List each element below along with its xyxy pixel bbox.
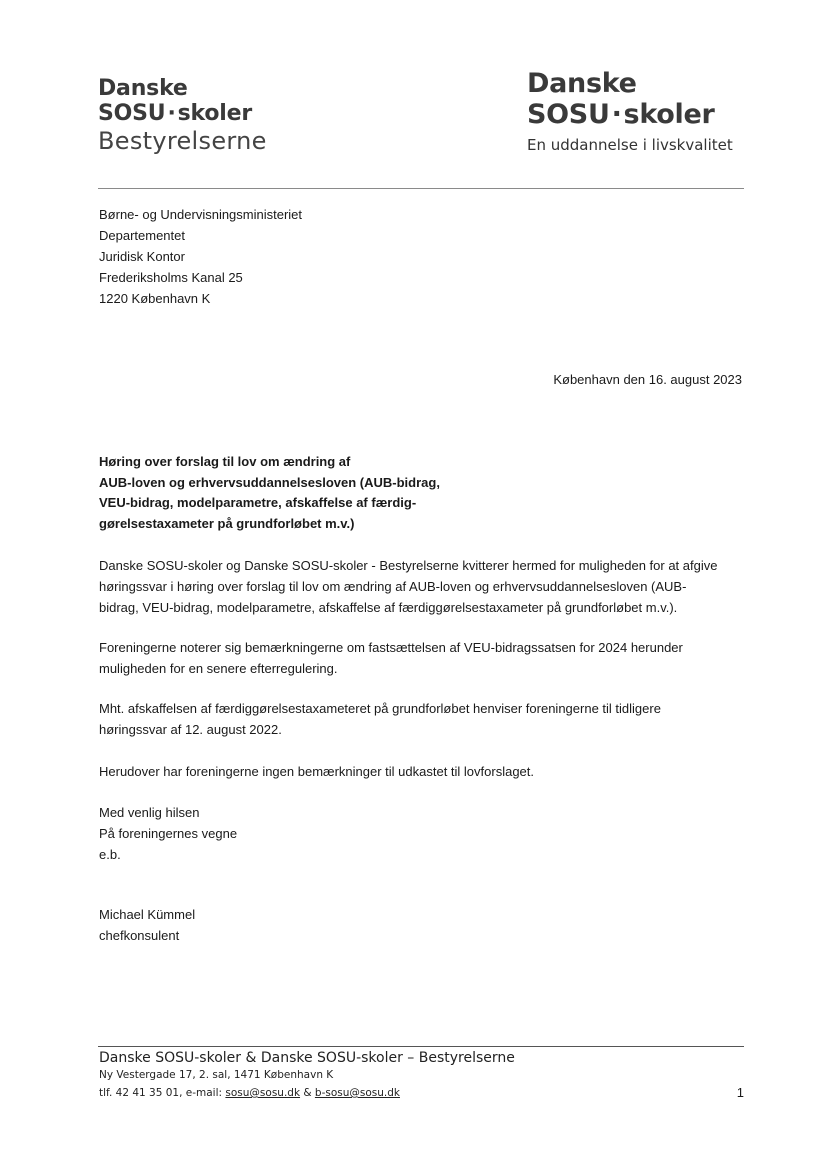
paragraph-line: høringssvar af 12. august 2022. xyxy=(99,722,282,737)
logo-danske-sosu-skoler-bestyrelserne xyxy=(98,76,267,156)
recipient-line: Departementet xyxy=(99,228,185,243)
logo-left-sosu: SOSU xyxy=(98,101,166,126)
letter-date: København den 16. august 2023 xyxy=(553,372,742,387)
paragraph-line: høringssvar i høring over forslag til lov om ændring af AUB-loven og erhvervsuddannelsesloven (AUB- xyxy=(99,579,687,594)
logo-right-skoler: skoler xyxy=(623,99,715,130)
logo-left-line1: Danske xyxy=(98,76,188,101)
signer xyxy=(99,904,195,946)
page-number: 1 xyxy=(736,1085,744,1100)
closing-line: e.b. xyxy=(99,847,121,862)
footer-contact xyxy=(99,1085,400,1101)
closing-line: Med venlig hilsen xyxy=(99,805,200,820)
subject-line: Høring over forslag til lov om ændring af xyxy=(99,454,351,469)
subject-line: AUB-loven og erhvervsuddannelsesloven (AUB-bidrag, xyxy=(99,474,440,490)
logo-right-line1: Danske xyxy=(527,68,637,99)
subject-line: gørelsestaxameter på grundforløbet m.v.) xyxy=(99,515,355,531)
body-paragraph-3 xyxy=(99,698,729,740)
footer-divider xyxy=(98,1046,744,1047)
logo-left-skoler: skoler xyxy=(177,101,253,126)
logo-right-sosu: SOSU xyxy=(527,99,610,130)
closing xyxy=(99,802,237,865)
logo-right-tagline: En uddannelse i livskvalitet xyxy=(527,136,733,154)
recipient-address xyxy=(99,204,302,309)
logo-left-line2 xyxy=(98,101,267,126)
footer-separator: & xyxy=(300,1087,315,1099)
letter-subject xyxy=(99,452,459,534)
subject-line: VEU-bidrag, modelparametre, afskaffelse af færdig- xyxy=(99,495,417,510)
paragraph-line: Foreningerne noterer sig bemærkningerne om fastsættelsen af VEU-bidragssatsen for 2024 herunder xyxy=(99,640,683,655)
recipient-line: 1220 København K xyxy=(99,291,211,306)
email-link-b-sosu[interactable]: b-sosu@sosu.dk xyxy=(314,1087,400,1099)
paragraph-line: Mht. afskaffelsen af færdiggørelsestaxameteret på grundforløbet henviser foreningerne til tidligere xyxy=(99,701,661,716)
recipient-line: Juridisk Kontor xyxy=(99,249,185,264)
paragraph-line: Herudover har foreningerne ingen bemærkninger til udkastet til lovforslaget. xyxy=(99,764,535,779)
signer-title: chefkonsulent xyxy=(99,928,180,943)
header-divider xyxy=(98,188,744,189)
logo-danske-sosu-skoler xyxy=(527,68,733,156)
recipient-line: Frederiksholms Kanal 25 xyxy=(99,270,243,285)
footer-phone: tlf. 42 41 35 01, e-mail: xyxy=(99,1087,226,1099)
body-paragraph-1 xyxy=(99,555,729,618)
signer-name: Michael Kümmel xyxy=(99,907,196,922)
closing-line: På foreningernes vegne xyxy=(99,826,238,841)
paragraph-line: muligheden for en senere efterregulering. xyxy=(99,661,338,676)
paragraph-line: Danske SOSU-skoler og Danske SOSU-skoler - Bestyrelserne kvitterer hermed for muligheden for at afgive xyxy=(99,558,718,573)
footer-organization: Danske SOSU-skoler & Danske SOSU-skoler – Bestyrelserne xyxy=(99,1050,515,1066)
body-paragraph-2 xyxy=(99,637,729,679)
body-paragraph-4 xyxy=(99,761,729,782)
recipient-line: Børne- og Undervisningsministeriet xyxy=(99,207,303,222)
footer-address: Ny Vestergade 17, 2. sal, 1471 København K xyxy=(99,1069,334,1081)
email-link-sosu[interactable]: sosu@sosu.dk xyxy=(225,1087,301,1099)
logo-right-line2 xyxy=(527,99,733,130)
logo-right-dot: · xyxy=(611,99,622,130)
paragraph-line: bidrag, VEU-bidrag, modelparametre, afskaffelse af færdiggørelsestaxameter på grundforløbet m.v.). xyxy=(99,600,678,615)
logo-left-line3: Bestyrelserne xyxy=(98,127,267,155)
logo-left-dot: · xyxy=(167,101,176,126)
